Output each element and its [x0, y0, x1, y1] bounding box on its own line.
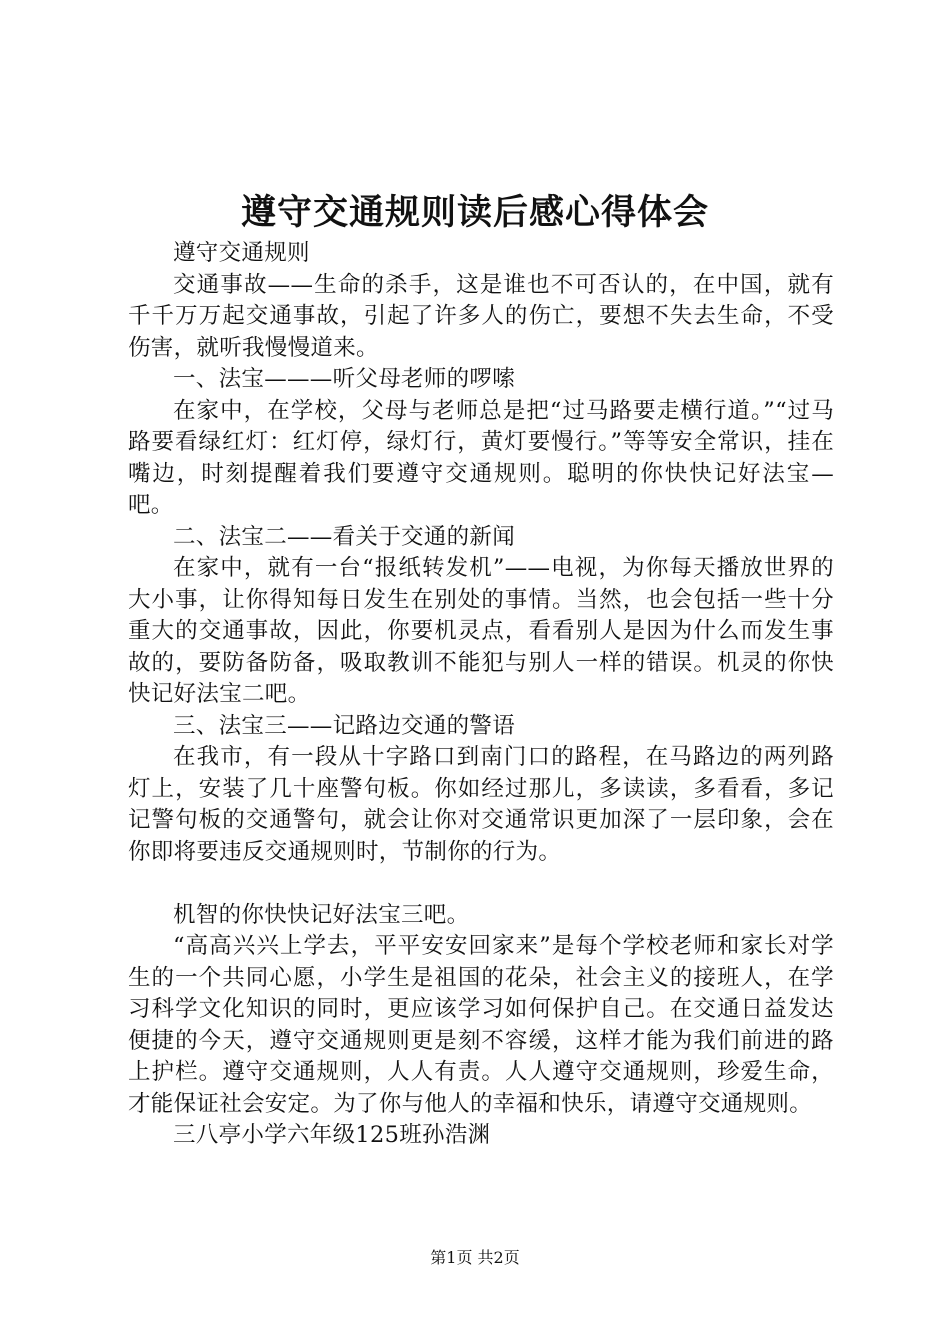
paragraph-spacer: [128, 868, 834, 900]
paragraph-conclusion: “高高兴兴上学去，平平安安回家来”是每个学校老师和家长对学生的一个共同心愿，小学生是祖国的花朵，社会主义的接班人，在学习科学文化知识的同时，更应该学习如何保护自己。在交通日益发达便捷的今天，遵守交通规则更是刻不容缓，这样才能为我们前进的路上护栏。遵守交通规则，人人有责。人人遵守交通规则，珍爱生命，才能保证社会安定。为了你与他人的幸福和快乐，请遵守交通规则。: [128, 933, 834, 1117]
document-body: [128, 238, 834, 1152]
author-signature: 三八亭小学六年级125班孙浩渊: [173, 1122, 491, 1148]
paragraph-treasure-three-closing: 机智的你快快记好法宝三吧。: [173, 901, 470, 928]
heading-treasure-one: 一、法宝———听父母老师的啰嗦: [173, 366, 516, 392]
paragraph-treasure-three: 在我市，有一段从十字路口到南门口的路程，在马路边的两列路灯上，安装了几十座警句板。你如经过那儿，多读读，多看看，多记记警句板的交通警句，就会让你对交通常识更加深了一层印象，会在你即将要违反交通规则时，节制你的行为。: [128, 744, 834, 865]
paragraph-treasure-two: 在家中，就有一台“报纸转发机”——电视，为你每天播放世界的大小事，让你得知每日发生在别处的事情。当然，也会包括一些十分重大的交通事故，因此，你要机灵点，看看别人是因为什么而发生事故的，要防备防备，吸取教训不能犯与别人一样的错误。机灵的你快快记好法宝二吧。: [128, 555, 834, 707]
page-number: 第1页 共2页: [430, 1248, 520, 1267]
heading-treasure-three: 三、法宝三——记路边交通的警语: [173, 712, 516, 739]
document-title: 遵守交通规则读后感心得体会: [240, 192, 709, 233]
paragraph-intro: 交通事故——生命的杀手，这是谁也不可否认的，在中国，就有千千万万起交通事故，引起了许多人的伤亡，要想不失去生命，不受伤害，就听我慢慢道来。: [128, 271, 834, 361]
paragraph-subtitle: 遵守交通规则: [173, 240, 310, 266]
paragraph-treasure-one: 在家中，在学校，父母与老师总是把“过马路要走横行道。”“过马路要看绿红灯：红灯停，绿灯行，黄灯要慢行。”等等安全常识，挂在嘴边，时刻提醒着我们要遵守交通规则。聪明的你快快记好法宝—吧。: [128, 397, 834, 518]
heading-treasure-two: 二、法宝二——看关于交通的新闻: [173, 523, 516, 550]
